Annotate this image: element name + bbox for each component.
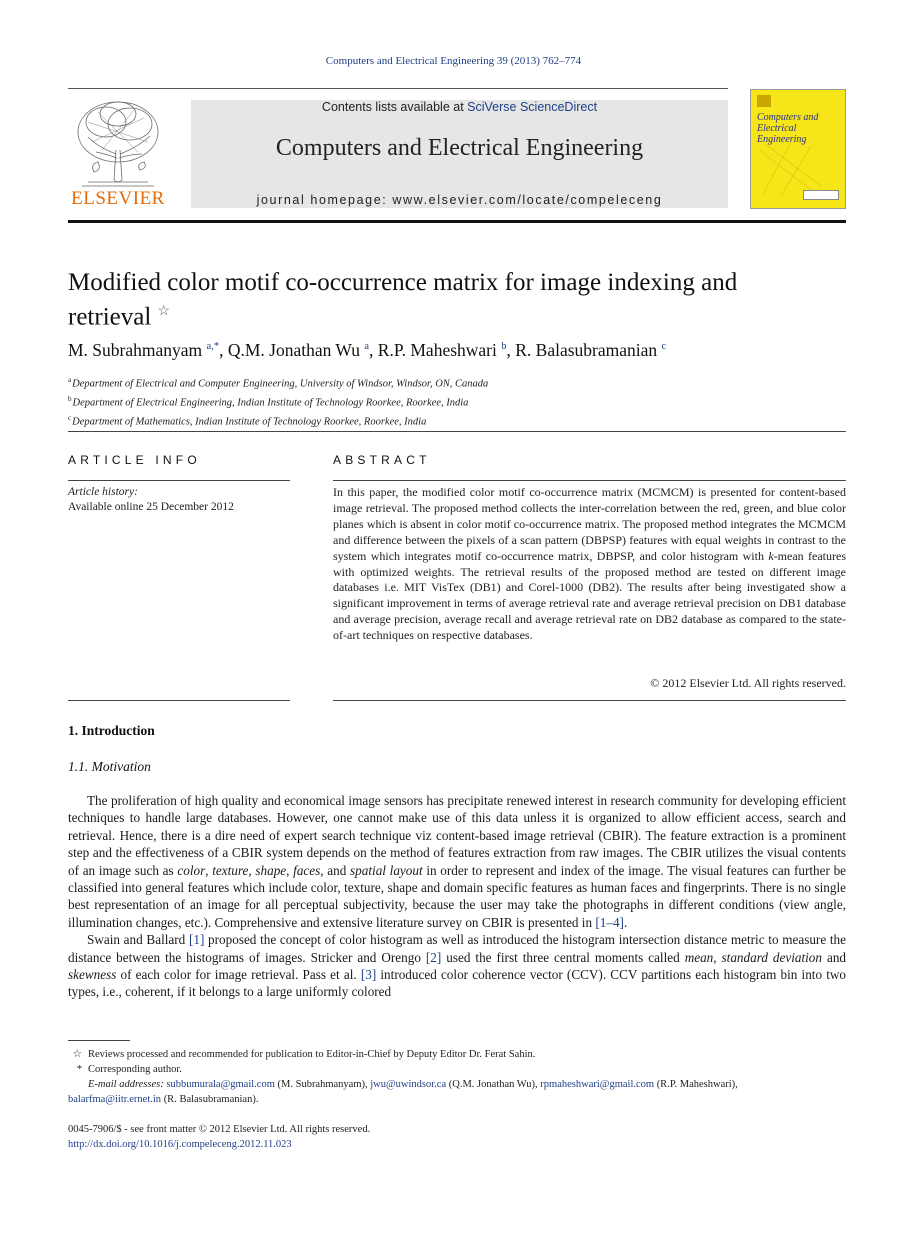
- abstract-bottom-rule: [333, 700, 846, 701]
- footnote-star-icon: ☆: [72, 1049, 82, 1060]
- author-affiliation-sup[interactable]: c: [661, 341, 667, 353]
- footnote-emails-cont: balarfma@iitr.ernet.in (R. Balasubramanian).: [68, 1094, 259, 1105]
- doi-link[interactable]: http://dx.doi.org/10.1016/j.compeleceng.2012.11.023: [68, 1139, 292, 1150]
- contents-prefix: Contents lists available at: [321, 100, 464, 114]
- author-email-link[interactable]: subbumurala@gmail.com: [166, 1079, 275, 1090]
- author-name[interactable]: R.P. Maheshwari: [377, 340, 497, 360]
- header-thick-rule: [68, 220, 846, 223]
- citation-link[interactable]: [2]: [425, 949, 442, 965]
- affiliation-item: $^c$Department of Mathematics, Indian Institute of Technology Roorkee, Roorkee, India: [68, 414, 427, 428]
- body-text: [68, 792, 846, 1001]
- issn-line: 0045-7906/$ - see front matter © 2012 Elsevier Ltd. All rights reserved.: [68, 1124, 371, 1135]
- article-info-heading: ARTICLE INFO: [68, 453, 201, 467]
- body-paragraph: Swain and Ballard [1] proposed the concept of color histogram as well as introduced the histogram intersection distance metric to measure the distance between the histograms of images. Stricker and Orengo [2] used the first three central moments called mean, standard deviation and skewness of each color for image retrieval. Pass et al. [3] introduced color coherence vector (CCV). CCV partitions each histogram bin into two types, i.e., coherent, if it belongs to a large uniformly colored: [68, 932, 847, 1000]
- elsevier-wordmark: ELSEVIER: [71, 188, 165, 209]
- citation-link[interactable]: [3]: [360, 967, 377, 983]
- affiliation-list: [68, 373, 488, 430]
- article-info-rule: [68, 480, 290, 481]
- citation-link[interactable]: [1–4]: [595, 914, 624, 930]
- affiliation-item: $^a$Department of Electrical and Computer Engineering, University of Windsor, Windsor, ON, Canada: [68, 376, 489, 390]
- abstract-copyright: © 2012 Elsevier Ltd. All rights reserved.: [650, 676, 846, 690]
- emphasis-text: color: [177, 862, 206, 878]
- abstract-heading: ABSTRACT: [333, 453, 431, 467]
- author-affiliation-sup[interactable]: a,*: [206, 341, 220, 353]
- header-top-rule: [68, 88, 728, 89]
- history-label: Article history:: [68, 486, 138, 498]
- citation-link[interactable]: [1]: [188, 932, 205, 948]
- article-history: [68, 485, 234, 514]
- journal-cover-thumbnail[interactable]: [750, 89, 846, 209]
- emphasis-text: texture: [212, 862, 249, 878]
- author-name[interactable]: Q.M. Jonathan Wu: [227, 340, 360, 360]
- elsevier-logo[interactable]: [68, 92, 168, 210]
- author-email-link[interactable]: balarfma@iitr.ernet.in: [68, 1094, 162, 1105]
- journal-homepage[interactable]: journal homepage: www.elsevier.com/locate/compeleceng: [256, 193, 663, 207]
- emphasis-text: faces,: [293, 862, 324, 878]
- author-list: M. Subrahmanyam $^{a,*}$, Q.M. Jonathan Wu $^a$, R.P. Maheshwari $^b$, R. Balasubramanian $^c$: [68, 340, 667, 360]
- author-affiliation-sup[interactable]: a: [364, 341, 370, 353]
- author-email-link[interactable]: jwu@uwindsor.ca: [370, 1079, 447, 1090]
- title-footnote-icon[interactable]: ☆: [157, 304, 171, 319]
- section-heading-introduction: 1. Introduction: [68, 723, 155, 738]
- emphasis-text: mean, standard deviation: [684, 949, 822, 965]
- footnote-emails: E-mail addresses: subbumurala@gmail.com (M. Subrahmanyam), jwu@uwindsor.ca (Q.M. Jonathan Wu), rpmaheshwari@gmail.com (R.P. Maheshwari),: [88, 1079, 738, 1090]
- cover-title-line2: Electrical Engineering: [757, 123, 807, 145]
- emphasis-text: shape: [255, 862, 287, 878]
- footnote-rule: [68, 1040, 130, 1041]
- emphasis-text: skewness: [68, 967, 117, 983]
- author-email-link[interactable]: rpmaheshwari@gmail.com: [540, 1079, 655, 1090]
- subsection-heading-motivation: 1.1. Motivation: [68, 759, 151, 774]
- journal-banner: [191, 100, 728, 208]
- article-title: [68, 268, 768, 331]
- history-value: Available online 25 December 2012: [68, 500, 234, 513]
- sciencedirect-link[interactable]: SciVerse ScienceDirect: [467, 100, 598, 114]
- author-affiliation-sup[interactable]: b: [501, 341, 507, 353]
- journal-citation[interactable]: Computers and Electrical Engineering 39 (2013) 762–774: [325, 55, 582, 67]
- footnotes: [68, 1047, 846, 1107]
- page-footer: [68, 1122, 370, 1152]
- cover-title-line1: Computers and: [757, 112, 819, 123]
- affiliation-divider: [68, 431, 846, 432]
- footnote-item: ☆ Reviews processed and recommended for publication to Editor-in-Chief by Deputy Editor Dr. Ferat Sahin.: [68, 1047, 846, 1062]
- footnote-asterisk-icon: *: [76, 1064, 82, 1075]
- abstract-rule: [333, 480, 846, 481]
- emphasis-text: spatial layout: [350, 862, 423, 878]
- author-name[interactable]: M. Subrahmanyam: [68, 340, 203, 360]
- article-info-bottom-rule: [68, 700, 290, 701]
- article-title-text: Modified color motif co-occurrence matrix for image indexing and retrieval: [68, 269, 738, 331]
- body-paragraph: The proliferation of high quality and economical image sensors has precipitate renewed interest in research community for developing efficient techniques to handle large databases. However, one cannot make use of this data unless it is organized to allow efficient access, search and retrieval. Hence, there is a dire need of expert search technique viz content-based image retrieval (CBIR). The feature extraction is a prominent step and the effectiveness of a CBIR system depends on the method of features extraction from raw images. The CBIR utilizes the visual contents of an image such as color, texture, shape, faces, and spatial layout in order to represent and index of the image. The visual features can further be classified into general features which include color, texture, shape and domain specific features as human faces and fingerprints. There is no single best representation of an image for all perceptual subjectivity, because the user may take the photographs in different conditions (view angle, illumination changes, etc.). Comprehensive and extensive literature survey on CBIR is presented in [1–4].: [68, 793, 847, 930]
- abstract-text: In this paper, the modified color motif co-occurrence matrix (MCMCM) is presented for content-based image retrieval. The proposed method collects the inter-correlation between the red, green, and blue color planes which is absent in color motif co-occurrence matrix. The proposed method integrates the MCMCM and difference between the pixels of a scan pattern (DBPSP) features with equal weights in contrast to the system which integrates motif co-occurrence matrix, DBPSP, and color histogram with k-mean features with optimized weights. The retrieval results of the proposed method are tested on different image databases i.e. MIT VisTex (DB1) and Corel-1000 (DB2). The results after being investigated show a significant improvement in terms of average retrieval rate and average retrieval precision on DB1 database and average precision, average recall and average retrieval rate on DB2 database as compared to the state-of-art techniques on respective databases.: [333, 485, 846, 643]
- contents-line: [191, 100, 728, 114]
- author-name[interactable]: R. Balasubramanian: [515, 340, 658, 360]
- affiliation-item: $^b$Department of Electrical Engineering, Indian Institute of Technology Roorkee, Roorkee, India: [68, 395, 469, 409]
- email-label: E-mail addresses:: [88, 1079, 164, 1090]
- journal-title: Computers and Electrical Engineering: [275, 135, 644, 161]
- cover-label-box: [803, 190, 839, 200]
- footnote-item: * Corresponding author.: [68, 1062, 846, 1077]
